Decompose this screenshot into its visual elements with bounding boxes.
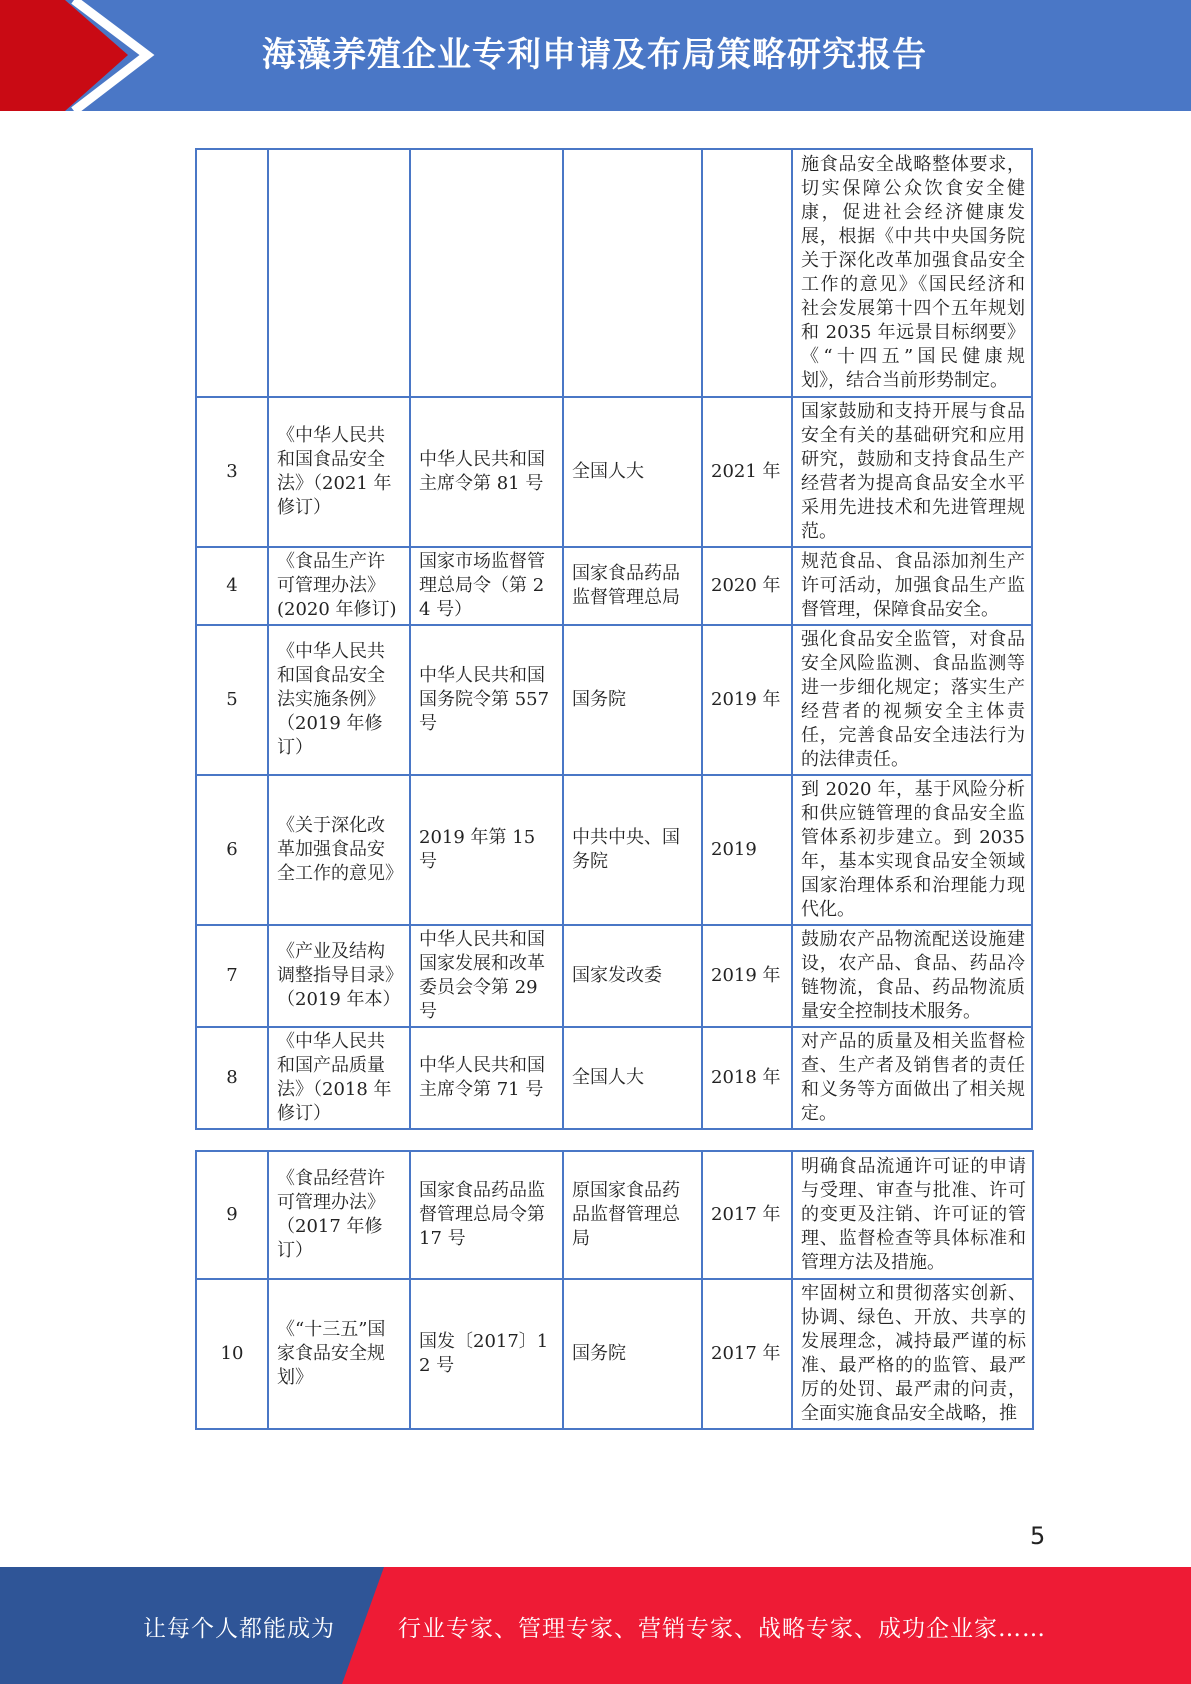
summary-cell: 国家鼓励和支持开展与食品安全有关的基础研究和应用研究，鼓励和支持食品生产经营者为提高食品安全水平采用先进技术和先进管理规范。 <box>792 397 1032 547</box>
regulation-name-cell: 《食品生产许可管理办法》(2020 年修订) <box>268 547 410 625</box>
summary-cell: 鼓励农产品物流配送设施建设，农产品、食品、药品冷链物流，食品、药品物流质量安全控制技术服务。 <box>792 925 1032 1027</box>
regulation-name-cell: 《关于深化改革加强食品安全工作的意见》 <box>268 775 410 925</box>
issuing-body-cell: 全国人大 <box>563 397 702 547</box>
table-row <box>196 925 1032 1027</box>
table-row <box>196 149 1032 397</box>
regulation-name-cell <box>268 149 410 397</box>
row-number-cell: 9 <box>196 1151 268 1279</box>
table-row <box>196 625 1032 775</box>
summary-cell: 到 2020 年，基于风险分析和供应链管理的食品安全监管体系初步建立。到 2035 年，基本实现食品安全领域国家治理体系和治理能力现代化。 <box>792 775 1032 925</box>
summary-cell: 施食品安全战略整体要求，切实保障公众饮食安全健康，促进社会经济健康发展，根据《中共中央国务院关于深化改革加强食品安全工作的意见》《国民经济和社会发展第十四个五年规划和 2035 年远景目标纲要》《“十四五”国民健康规划》，结合当前形势制定。 <box>792 149 1032 397</box>
table-row <box>196 397 1032 547</box>
issuing-body-cell: 中共中央、国务院 <box>563 775 702 925</box>
report-title: 海藻养殖企业专利申请及布局策略研究报告 <box>262 35 927 75</box>
summary-cell: 明确食品流通许可证的申请与受理、审查与批准、许可的变更及注销、许可证的管理、监督检查等具体标准和管理方法及措施。 <box>792 1151 1033 1279</box>
footer-slogan-right: 行业专家、管理专家、营销专家、战略专家、成功企业家…… <box>398 1616 1046 1642</box>
row-number-cell: 10 <box>196 1279 268 1429</box>
row-number-cell: 3 <box>196 397 268 547</box>
issuing-body-cell: 国务院 <box>563 1279 702 1429</box>
year-cell <box>702 149 792 397</box>
issuing-body-cell: 国家食品药品监督管理总局 <box>563 547 702 625</box>
summary-cell: 强化食品安全监管，对食品安全风险监测、食品监测等进一步细化规定；落实生产经营者的视频安全主体责任，完善食品安全违法行为的法律责任。 <box>792 625 1032 775</box>
footer-slogan-left: 让每个人都能成为 <box>143 1616 335 1642</box>
year-cell: 2021 年 <box>702 397 792 547</box>
row-number-cell: 7 <box>196 925 268 1027</box>
year-cell: 2019 <box>702 775 792 925</box>
regulation-name-cell: 《中华人民共和国食品安全法》（2021 年修订） <box>268 397 410 547</box>
summary-cell: 牢固树立和贯彻落实创新、协调、绿色、开放、共享的发展理念，减持最严谨的标准、最严格的的监管、最严厉的处罚、最严肃的问责，全面实施食品安全战略，推 <box>792 1279 1033 1429</box>
regulations-table-continued <box>195 1150 1034 1430</box>
page-number: 5 <box>1030 1522 1046 1550</box>
regulation-name-cell: 《中华人民共和国食品安全法实施条例》（2019 年修订） <box>268 625 410 775</box>
document-number-cell: 国家食品药品监督管理总局令第 17 号 <box>410 1151 563 1279</box>
document-number-cell: 国发〔2017〕12 号 <box>410 1279 563 1429</box>
row-number-cell: 6 <box>196 775 268 925</box>
year-cell: 2017 年 <box>702 1151 792 1279</box>
year-cell: 2017 年 <box>702 1279 792 1429</box>
issuing-body-cell <box>563 149 702 397</box>
year-cell: 2019 年 <box>702 925 792 1027</box>
row-number-cell <box>196 149 268 397</box>
issuing-body-cell: 全国人大 <box>563 1027 702 1129</box>
row-number-cell: 5 <box>196 625 268 775</box>
page-footer <box>0 1567 1191 1684</box>
header-arrow-decoration <box>0 0 160 111</box>
year-cell: 2020 年 <box>702 547 792 625</box>
row-number-cell: 8 <box>196 1027 268 1129</box>
page-header <box>0 0 1191 111</box>
table-row <box>196 775 1032 925</box>
document-number-cell <box>410 149 563 397</box>
table-row <box>196 547 1032 625</box>
summary-cell: 对产品的质量及相关监督检查、生产者及销售者的责任和义务等方面做出了相关规定。 <box>792 1027 1032 1129</box>
issuing-body-cell: 原国家食品药品监督管理总局 <box>563 1151 702 1279</box>
issuing-body-cell: 国务院 <box>563 625 702 775</box>
document-number-cell: 国家市场监督管理总局令（第 24 号） <box>410 547 563 625</box>
year-cell: 2019 年 <box>702 625 792 775</box>
table-row <box>196 1027 1032 1129</box>
document-number-cell: 中华人民共和国国家发展和改革委员会令第 29 号 <box>410 925 563 1027</box>
red-arrow-shape <box>0 0 128 111</box>
document-number-cell: 中华人民共和国主席令第 71 号 <box>410 1027 563 1129</box>
regulations-table <box>195 148 1033 1130</box>
regulation-name-cell: 《产业及结构调整指导目录》（2019 年本） <box>268 925 410 1027</box>
summary-cell: 规范食品、食品添加剂生产许可活动，加强食品生产监督管理，保障食品安全。 <box>792 547 1032 625</box>
document-number-cell: 2019 年第 15 号 <box>410 775 563 925</box>
document-number-cell: 中华人民共和国主席令第 81 号 <box>410 397 563 547</box>
table-row <box>196 1279 1033 1429</box>
regulation-name-cell: 《中华人民共和国产品质量法》（2018 年修订） <box>268 1027 410 1129</box>
regulation-name-cell: 《“十三五”国家食品安全规划》 <box>268 1279 410 1429</box>
year-cell: 2018 年 <box>702 1027 792 1129</box>
document-number-cell: 中华人民共和国国务院令第 557 号 <box>410 625 563 775</box>
regulation-name-cell: 《食品经营许可管理办法》（2017 年修订） <box>268 1151 410 1279</box>
table-row <box>196 1151 1033 1279</box>
issuing-body-cell: 国家发改委 <box>563 925 702 1027</box>
row-number-cell: 4 <box>196 547 268 625</box>
